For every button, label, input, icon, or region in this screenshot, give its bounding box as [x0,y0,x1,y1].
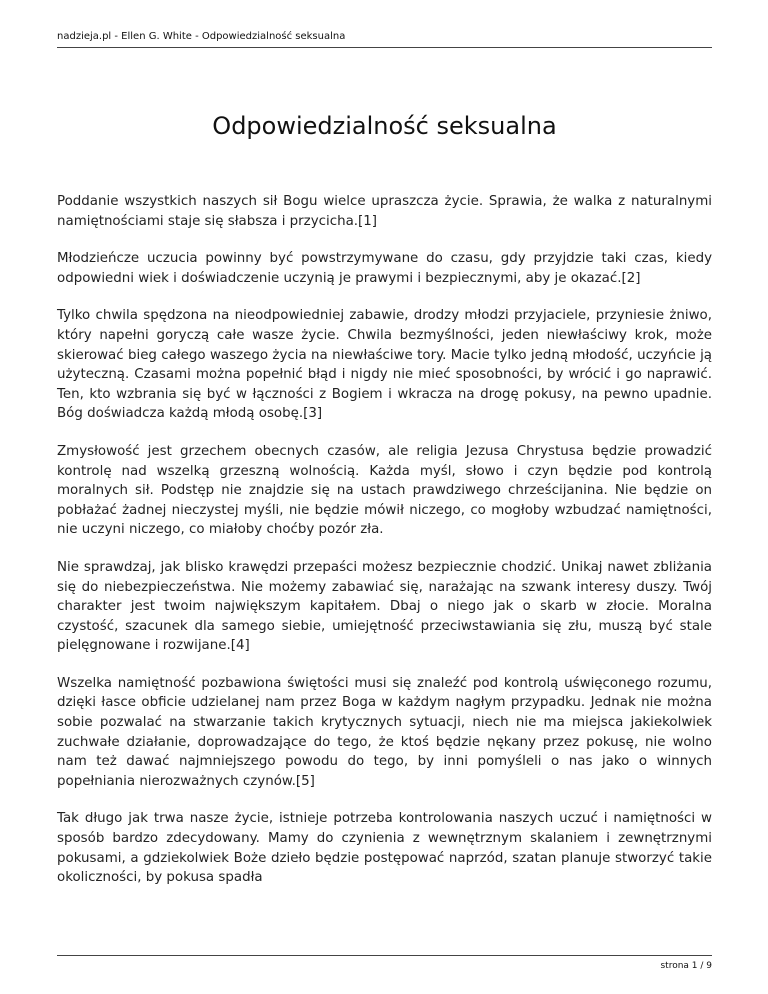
header-text: nadzieja.pl - Ellen G. White - Odpowiedzialność seksualna [57,31,346,42]
paragraph-4: Zmysłowość jest grzechem obecnych czasów, ale religia Jezusa Chrystusa będzie prowadzić kontrolę nad wszelką grzeszną wolnością. Każda myśl, słowo i czyn będzie pod kontrolą moralnych sił. Podstęp nie znajdzie się na ustach prawdziwego chrześcijanina. Nie będzie on pobłażać żadnej nieczystej myśli, nie będzie mówił niczego, co mogłoby wzbudzać namiętności, nie uczyni niczego, co miałoby choćby pozór zła. [57,443,712,538]
document-body [57,192,712,906]
page-header [57,31,712,48]
paragraph-2: Młodzieńcze uczucia powinny być powstrzymywane do czasu, gdy przyjdzie taki czas, kiedy odpowiedni wiek i doświadczenie uczynią je prawymi i bezpiecznymi, aby je okazać.[2] [57,251,712,286]
page-number: strona 1 / 9 [660,961,712,971]
paragraph-6: Wszelka namiętność pozbawiona świętości musi się znaleźć pod kontrolą uświęconego rozumu, dzięki łasce obficie udzielanej nam przez Boga w każdym nagłym przypadku. Jednak nie można sobie pozwalać na stwarzanie takich krytycznych sytuacji, niech nie ma miejsca jakiekolwiek zuchwałe działanie, doprowadzające do tego, że ktoś będzie nękany przez pokusę, nie wolno nam też dawać najmniejszego powodu do tego, by inni pomyśleli o nas jako o winnych popełniania nierozważnych czynów.[5] [57,675,712,789]
paragraph-7: Tak długo jak trwa nasze życie, istnieje potrzeba kontrolowania naszych uczuć i namiętności w sposób bardzo zdecydowany. Mamy do czynienia z wewnętrznym skalaniem i zewnętrznymi pokusami, a gdziekolwiek Boże dzieło będzie postępować naprzód, szatan planuje stworzyć takie okoliczności, by pokusa spadła [57,811,712,886]
paragraph-5: Nie sprawdzaj, jak blisko krawędzi przepaści możesz bezpiecznie chodzić. Unikaj nawet zbliżania się do niebezpieczeństwa. Nie możemy zabawiać się, narażając na szwank interesy duszy. Twój charakter jest twoim największym kapitałem. Dbaj o niego jak o skarb w złocie. Moralna czystość, szacunek dla samego siebie, umiejętność przeciwstawiania się złu, muszą być stale pielęgnowane i rozwijane.[4] [57,559,712,654]
footer-divider [57,955,712,956]
paragraph-1: Poddanie wszystkich naszych sił Bogu wielce upraszcza życie. Sprawia, że walka z naturalnymi namiętnościami staje się słabsza i przycicha.[1] [57,194,712,229]
paragraph-3: Tylko chwila spędzona na nieodpowiedniej zabawie, drodzy młodzi przyjaciele, przyniesie żniwo, który napełni goryczą całe wasze życie. Chwila bezmyślności, jeden niewłaściwy krok, może skierować bieg całego waszego życia na niewłaściwe tory. Macie tylko jedną młodość, uczyńcie ją użyteczną. Czasami można popełnić błąd i nigdy nie mieć sposobności, by wrócić i go naprawić. Ten, kto wzbrania się być w łączności z Bogiem i wkracza na drogę pokusy, na pewno upadnie. Bóg doświadcza każdą młodą osobę.[3] [57,308,712,422]
document-title: Odpowiedzialność seksualna [212,112,557,140]
